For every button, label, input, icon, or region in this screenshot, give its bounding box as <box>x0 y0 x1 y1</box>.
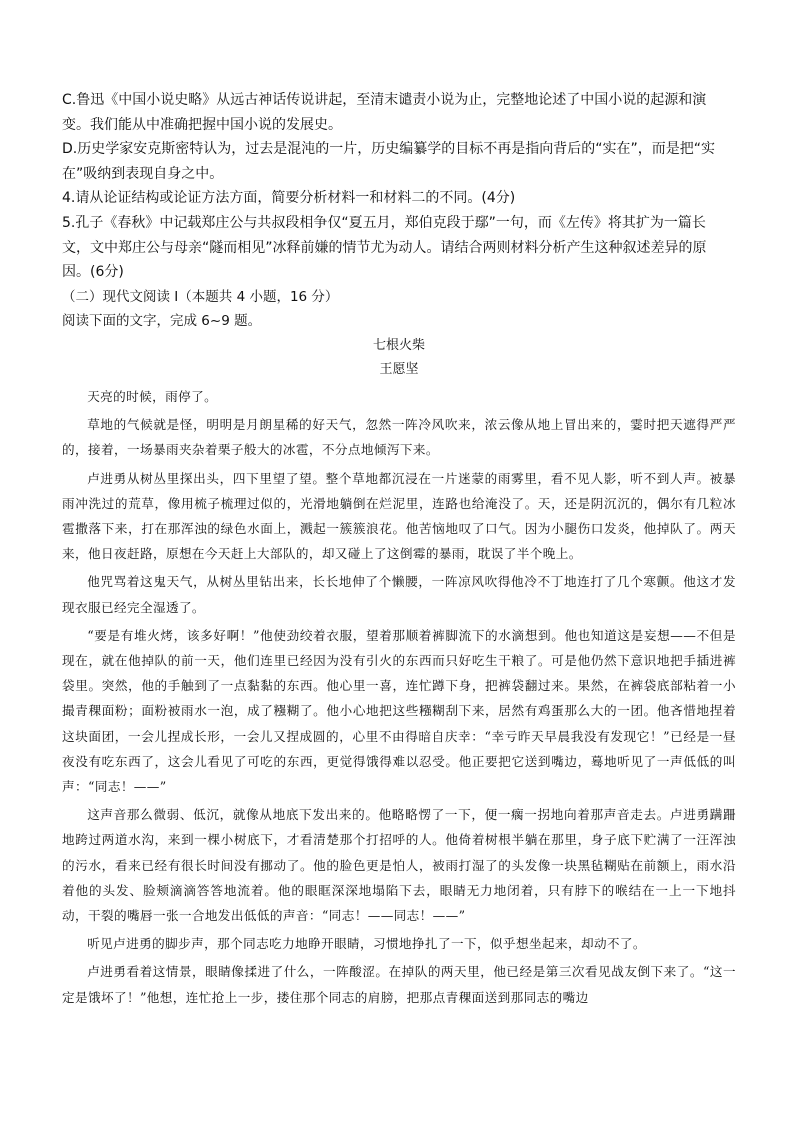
option-c-line-1: C.鲁迅《中国小说史略》从远古神话传说讲起，至清末谴责小说为止，完整地论述了中国小说的起源和演 <box>62 92 707 108</box>
story-author: 王愿坚 <box>379 362 419 377</box>
question-4: 4.请从论证结构或论证方法方面，简要分析材料一和材料二的不同。(4分) <box>62 190 516 207</box>
section-heading: （二）现代文阅读 I（本题共 4 小题，16 分） <box>62 288 339 305</box>
story-paragraph: “要是有堆火烤，该多好啊！”他使劲绞着衣服，望着那顺着裤脚流下的水滴想到。他也知道这是妄想——不但是现在，就在他掉队的前一天，他们连里已经因为没有引火的东西而只好吃生干粮了。可是他仍然下意识地把手插进裤袋里。突然，他的手触到了一点黏黏的东西。他心里一喜，连忙蹲下身，把裤袋翻过来。果然，在裤袋底部粘着一小撮青稞面粉；面粉被雨水一泡，成了糨糊了。他小心地把这些糨糊刮下来，居然有鸡蛋那么大的一团。他吝惜地捏着这块面团，一会儿捏成长形，一会儿又捏成圆的，心里不由得暗自庆幸：“幸亏昨天早晨我没有发现它！”已经是一昼夜没有吃东西了，这会儿看见了可吃的东西，更觉得饿得难以忍受。他正要把它送到嘴边，蓦地听见了一声低低的叫声：“同志！——” <box>62 627 736 795</box>
story-title: 七根火柴 <box>372 338 425 353</box>
option-d-line-1: D.历史学家安克斯密特认为，过去是混沌的一片，历史编纂学的目标不再是指向背后的“实在”，而是把“实 <box>62 141 715 158</box>
question-5-line-3: 因。(6分) <box>62 264 124 281</box>
story-paragraph: 天亮的时候，雨停了。 <box>87 389 218 404</box>
question-5-line-1: 5.孔子《春秋》中记载郑庄公与共叔段相争仅“夏五月，郑伯克段于鄢”一句，而《左传》将其扩为一篇长 <box>62 214 706 231</box>
question-5-line-2: 文，文中郑庄公与母亲“隧而相见”冰释前嫌的情节尤为动人。请结合两则材料分析产生这种叙述差异的原 <box>62 239 707 256</box>
option-d-line-2: 在”吸纳到表现自身之中。 <box>62 165 224 182</box>
story-paragraph: 卢进勇看着这情景，眼睛像揉进了什么，一阵酸涩。在掉队的两天里，他已经是第三次看见战友倒下来了。“这一定是饿坏了！”他想，连忙抢上一步，搂住那个同志的肩膀，把那点青稞面送到那同志的嘴边 <box>62 964 736 1005</box>
story-paragraph: 草地的气候就是怪，明明是月朗星稀的好天气，忽然一阵冷风吹来，浓云像从地上冒出来的，霎时把天遮得严严的，接着，一场暴雨夹杂着栗子般大的冰雹，不分点地倾泻下来。 <box>62 417 736 458</box>
section-instruction: 阅读下面的文字，完成 6~9 题。 <box>62 312 262 329</box>
question-block <box>62 88 738 333</box>
story-paragraph: 这声音那么微弱、低沉，就像从地底下发出来的。他略略愣了一下，便一瘸一拐地向着那声音走去。卢进勇蹒跚地跨过两道水沟，来到一棵小树底下，才看清楚那个打招呼的人。他倚着树根半躺在那里，身子底下贮满了一汪浑浊的污水，看来已经有很长时间没有挪动了。他的脸色更是怕人，被雨打湿了的头发像一块黑毡糊贴在前额上，雨水沿着他的头发、脸颊滴滴答答地流着。他的眼眶深深地塌陷下去，眼睛无力地闭着，只有脖下的喉结在一上一下地抖动，干裂的嘴唇一张一合地发出低低的声音：“同志！——同志！——” <box>62 807 736 924</box>
story-paragraph: 他咒骂着这鬼天气，从树丛里钻出来，长长地伸了个懒腰，一阵凉风吹得他冷不丁地连打了几个寒颤。他这才发现衣服已经完全湿透了。 <box>62 574 736 615</box>
story-paragraph: 卢进勇从树丛里探出头，四下里望了望。整个草地都沉浸在一片迷蒙的雨雾里，看不见人影，听不到人声。被暴雨冲洗过的荒草，像用梳子梳理过似的，光滑地躺倒在烂泥里，连路也给淹没了。天，还是阴沉沉的，偶尔有几粒冰雹撒落下来，打在那浑浊的绿色水面上，溅起一簇簇浪花。他苦恼地叹了口气。因为小腿伤口发炎，他掉队了。两天来，他日夜赶路，原想在今天赶上大部队的，却又碰上了这倒霉的暴雨，耽误了半个晚上。 <box>62 470 736 562</box>
story-passage <box>62 334 736 1013</box>
story-paragraph: 听见卢进勇的脚步声，那个同志吃力地睁开眼睛，习惯地挣扎了一下，似乎想坐起来，却动不了。 <box>87 936 646 952</box>
option-c-line-2: 变。我们能从中准确把握中国小说的发展史。 <box>62 116 342 133</box>
